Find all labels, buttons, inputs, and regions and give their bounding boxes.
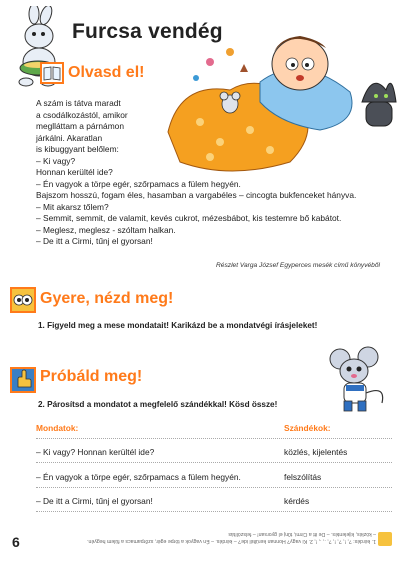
source-credit: Részlet Varga József Egyperces mesék című könyvéből [216, 262, 380, 269]
intent-3: kérdés [284, 496, 310, 506]
sentence-1: – Ki vagy? Honnan kerültél ide? [36, 447, 155, 457]
poem-line-13: – De itt a Cirmi, tűnj el gyorsan! [36, 236, 153, 246]
poem-line-9: Bajszom hosszú, fogam éles, hasamban a vargabéles – cincogta bukfenceket hányva. [36, 190, 357, 200]
footer-logo-icon [378, 532, 392, 546]
poem-line-5: is kibuggyant belőlem: [36, 144, 119, 154]
column-header-szandekok: Szándékok: [284, 423, 331, 433]
sentence-3: – De itt a Cirmi, tűnj el gyorsan! [36, 496, 153, 506]
mouse-mascot-illustration [322, 345, 394, 417]
poem-line-11: – Semmit, semmit, de valamit, kevés cukrot, mézesbábot, kis testemre bő kabátot. [36, 213, 342, 223]
task-2-instruction: 2. Párosítsd a mondatot a megfelelő szándékkal! Kösd össze! [38, 400, 278, 409]
poem-line-3: meglláttam a párnámon [36, 121, 124, 131]
row-divider [36, 511, 392, 512]
eyes-icon [10, 287, 36, 313]
pointing-hand-icon [10, 367, 36, 393]
poem-line-2: a csodálkozástól, amikor [36, 109, 128, 120]
poem-line-4: járkálni. Akaratlan [36, 132, 103, 143]
poem-line-12: – Meglesz, meglesz - szóltam halkan. [36, 224, 176, 235]
poem-line-10: – Mit akarsz tőlem? [36, 201, 109, 212]
open-book-icon [40, 62, 64, 84]
row-divider [36, 487, 392, 488]
column-header-mondatok: Mondatok: [36, 423, 79, 433]
poem-line-6: – Ki vagy? [36, 155, 76, 166]
intent-1: közlés, kijelentés [284, 447, 348, 457]
sentence-2: – Én vagyok a törpe egér, szőrpamacs a fülem hegyén. [36, 472, 241, 482]
poem-line-8: – Én vagyok a törpe egér, szőrpamacs a fülem hegyén. [36, 178, 241, 189]
page-number: 6 [12, 534, 20, 550]
intent-2: felszólítás [284, 472, 322, 482]
page-title: Furcsa vendég [72, 20, 223, 43]
probald-meg-heading: Próbáld meg! [40, 368, 143, 385]
row-divider [36, 438, 392, 439]
task-1-instruction: 1. Figyeld meg a mese mondatait! Karikázd be a mondatvégi írásjeleket! [38, 321, 318, 330]
poem-line-1: A szám is tátva maradt [36, 98, 121, 108]
row-divider [36, 462, 392, 463]
answer-key-footnote: 1. kérdés: ?, !, ?, !, ?, ., ., !, 2. Ki vagy? Honnan kerültél ide? – kérdés. – Én vagyok a törpe egér, szőrpamacs a fülem hegyén. – közlés, kijelentés. – De itt a Cirmi, tűnj el gyorsan! – felszólítás [87, 531, 376, 544]
olvasd-el-heading: Olvasd el! [68, 64, 145, 81]
poem-line-7: Honnan kerültél ide? [36, 167, 113, 177]
gyere-nezd-meg-heading: Gyere, nézd meg! [40, 290, 174, 307]
